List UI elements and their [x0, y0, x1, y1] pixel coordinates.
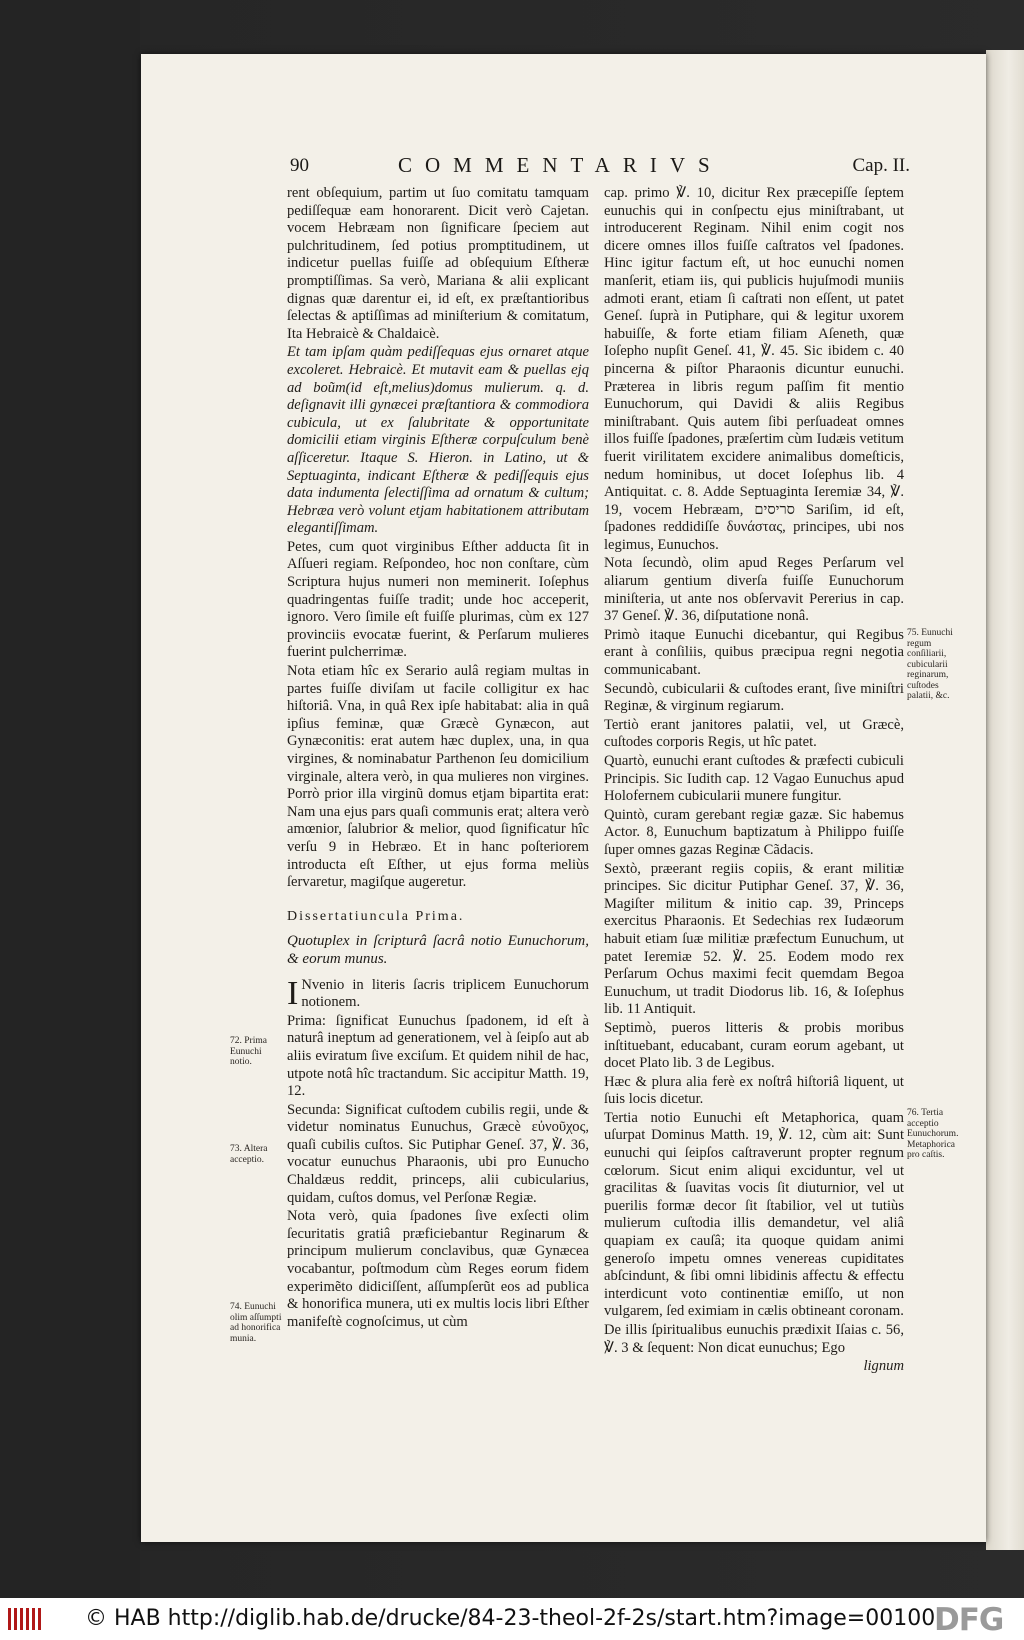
- dissertation-title: Dissertatiuncula Prima.: [287, 908, 465, 924]
- margin-note: 75. Eunuchi regum conſiliarii, cubicularii reginarum, cuſtodes palatii, &c.: [907, 628, 953, 701]
- margin-note: 76. Tertia acceptio Eunuchorum. Metaphorica pro caſtis.: [907, 1108, 959, 1160]
- right-column: [604, 185, 904, 1377]
- dissertation-subtitle: Quotuplex in ſcripturâ ſacrâ notio Eunuchorum, & eorum munus.: [287, 933, 589, 967]
- chapter-label: Cap. II.: [852, 155, 910, 176]
- paragraph: Septimò, pueros litteris & probis moribus inſtituebant, educabant, curam eorum agebant, ut docet Plato lib. 3 de Legibus.: [604, 1019, 904, 1072]
- next-page-edge: [986, 50, 1024, 1550]
- paragraph: Secundò, cubicularii & cuſtodes erant, ſive miniſtri Reginæ, & virginum regiarum.: [604, 680, 904, 715]
- paragraph: Nota verò, quia ſpadones ſive exſecti olim ſecuritatis gratiâ præficiebantur Reginarum & principum mulierum conclavibus, quæ Gynæcea vocabantur, poſtmodum cùm Reges eorum fidem experimẽto didiciſſent, aſſumpſerũt eos ad publica & honorifica munera, uti ex multis locis libri Eſther manifeſtè cognoſcimus, ut cùm: [287, 1208, 589, 1330]
- paragraph: Et tam ipſam quàm pediſſequas ejus ornaret atque excoleret. Hebraicè. Et mutavit eam & puellas ejq ad boũm(id eſt,melius)domus mulierum. q. d. deſignavit illi gynæcei præſtantiora & commodiora cubicula, ut ex ſalubritate & opportunitate domicilii etiam virginis Eſtheræ corpuſculum benè aſſiceretur. Itaque S. Hieron. in Latino, ut & Septuaginta, indicant Eſtheræ & pediſſequis ejus data indumenta ſelectiſſima ad ornatum & cultum; Hebræa verò volunt etjam habitationem attributam elegantiſſimam.: [287, 344, 589, 537]
- margin-note: 74. Eunuchi olim aſſumpti ad honorifica munia.: [230, 1302, 282, 1344]
- page-header: [290, 153, 910, 181]
- margin-note: 72. Prima Eunuchi notio.: [230, 1036, 267, 1067]
- paragraph: cap. primo ℣. 10, dicitur Rex præcepiſſe ſeptem eunuchis qui in conſpectu ejus miniſtrabant, ut introducerent Reginam. Nihil enim cogit nos dicere omnes illos fuiſſe caſtratos vel ſpadones. Hinc igitur factum eſt, ut hoc eunuchi nomen manſerit, etiam iis, qui publicis hujuſmodi muniis admoti erant, etiam ſi caſtrati non eſſent, ut patet Geneſ. ſuprà in Putiphare, qui & legitur uxorem habuiſſe, & forte etiam filiam Aſeneth, quæ Ioſepho nupſit Geneſ. 41, ℣. 45. Sic ibidem c. 40 pincerna & piſtor Pharaonis dicuntur eunuchi. Præterea in libris regum paſſim fit mentio Eunuchorum, qui Davidi & aliis Regibus miniſtrabant. Quis autem ſibi perſuadeat omnes illos fuiſſe ſpadones, præſertim cùm Iudæis vetitum fuerit virilitatem excidere animalibus domeſticis, nedum hominibus, ut docet Ioſephus lib. 4 Antiquitat. c. 8. Adde Septuaginta Ieremiæ 34, ℣. 19, vocem Hebræam, סריסים Sariſim, id eſt, ſpadones reddidiſſe δυνάστας, principes, ubi nos legimus, Eunuchos.: [604, 185, 904, 553]
- paragraph: Prima: ſignificat Eunuchus ſpadonem, id eſt à naturâ ineptum ad generationem, vel à ſeipſo aut ab aliis eviratum ſive exciſum. Et quidem nihil de hac, utpote notâ hîc tractandum. Sic accipitur Matth. 19, 12.: [287, 1012, 589, 1100]
- drop-cap: I: [287, 974, 299, 1012]
- catchword: lignum: [863, 1358, 904, 1375]
- paragraph: Hæc & plura alia ferè ex noſtrâ hiſtoriâ liquent, ut ſuis locis dicetur.: [604, 1073, 904, 1108]
- hab-logo-icon: [6, 1605, 46, 1633]
- paragraph: Quartò, eunuchi erant cuſtodes & præfecti cubiculi Principis. Sic Iudith cap. 12 Vagao Eunuchus apud Holofernem cubicularii munere fungitur.: [604, 753, 904, 805]
- left-column: [287, 185, 589, 1332]
- margin-note: 73. Altera acceptio.: [230, 1144, 268, 1165]
- page-number: 90: [290, 155, 309, 176]
- paragraph: Quintò, curam gerebant regiæ gazæ. Sic habemus Actor. 8, Eunuchum baptizatum à Philippo fuiſſe ſuper omnes gazas Reginæ Cãdacis.: [604, 806, 904, 858]
- running-title: COMMENTARIVS: [398, 153, 723, 177]
- dfg-logo: DFG: [934, 1602, 1004, 1638]
- paragraph: Petes, cum quot virginibus Eſther adducta ſit in Aſſueri regiam. Reſpondeo, hoc non conſtare, cùm Scriptura hujus numeri non meminerit. Ioſephus quadringentas fuiſſe tradit; unde hoc acceperit, ignoro. Vero ſimile eſt fuiſſe plurimas, cùm ex 127 provinciis evocatæ fuerint, & Perſarum mulieres fuerint pulcherrimæ.: [287, 538, 589, 661]
- copyright-url[interactable]: © HAB http://diglib.hab.de/drucke/84-23-theol-2f-2s/start.htm?image=00100: [85, 1606, 936, 1631]
- paragraph-text: Nvenio in literis ſacris triplicem Eunuchorum notionem.: [301, 976, 589, 1011]
- paragraph: De illis ſpiritualibus eunuchis prædixit Iſaias c. 56, ℣. 3 & ſequent: Non dicat eunuchus; Ego: [604, 1322, 904, 1356]
- paragraph: Primò itaque Eunuchi dicebantur, qui Regibus erant à conſiliis, quibus præcipua regni negotia communicabant.: [604, 626, 904, 679]
- paragraph: Nota etiam hîc ex Serario aulâ regiam multas in partes fuiſſe diviſam ut facile colligitur ex hac hiſtoriâ. Vna, in quâ Rex ipſe habitabat: alia in quâ ipſius feminæ, quæ Græcè Gynæcon, aut Gynæconitis: erat autem hæc duplex, una, in qua virgines, & nominabatur Parthenon ſeu domicilium virginale, altera verò, in qua mulieres non virgines. Porrò prior illa virginũ domus etjam bipartita erat: Nam una ejus pars quaſi communis erat; altera verò amœnior, ſalubrior & melior, quod ſignificatur hîc verſu 9 in Hebræo. Et in hanc poſteriorem introducta eſt Eſther, ut ejus forma meliùs ſervaretur, magiſque augeretur.: [287, 663, 589, 891]
- left-dark-edge: [0, 0, 140, 1598]
- paragraph: rent obſequium, partim ut ſuo comitatu tamquam pediſſequæ eam honorarent. Dicit verò Cajetan. vocem Hebræam non ſignificare ſpeciem aut pulchritudinem, ſed potius promptitudinem, ut indicetur puellas fuiſſe ad obſequium Eſtheræ promptiſſimas. Sa verò, Mariana & alii explicant dignas quæ darentur ei, id eſt, ex præſtantioribus ſelectas & aptiſſimas ad miniſterium & comitatum, Ita Hebraicè & Chaldaicè.: [287, 185, 589, 342]
- paragraph: [287, 974, 589, 1012]
- paragraph: Sextò, præerant regiis copiis, & erant militiæ principes. Sic dicitur Putiphar Geneſ. 37, ℣. 36, Magiſter militum & initio cap. 39, Princeps exercitus Pharaonis. Et Sedechias rex Iudæorum habuit etiam ſuæ militiæ præfectum Eunuchum, ut patet Ieremiæ 52. ℣. 25. Eodem modo rex Perſarum Ochus maximi fecit quemdam Begoa Eunuchum, ut tradit Diodorus lib. 16, & Ioſephus lib. 11 Antiquit.: [604, 860, 904, 1018]
- paragraph: Nota ſecundò, olim apud Reges Perſarum vel aliarum gentium diverſa fuiſſe Eunuchorum miniſteria, ut ante nos obſervavit Pererius in cap. 37 Geneſ. ℣. 36, diſputatione nonâ.: [604, 555, 904, 625]
- paragraph: Secunda: Significat cuſtodem cubilis regii, unde & videtur nominatus Eunuchus, Græcè εὐνοῦχος, quaſi cubilis cuſtos. Sic Putiphar Geneſ. 37, ℣. 36, vocatur eunuchus Pharaonis, ubi pro Eunucho Chaldæus reddit, princeps, alii cubicularius, quidam, cuſtos domus, vel Perſonæ Regiæ.: [287, 1101, 589, 1206]
- paragraph: Tertia notio Eunuchi eſt Metaphorica, quam uſurpat Dominus Matth. 19, ℣. 12, cùm ait: Sunt eunuchi qui ſeipſos caſtraverunt propter regnum cœlorum. Sicut enim aliqui exciduntur, vel ut gracilitas & ſuavitas vocis ſit diuturnior, vel ut puerilis formæ decor ſit ſtabilior, vel ut tutiùs mulierum cuſtodia illis demandetur, vel aliâ quapiam ex cauſâ; ita quoque quidam animi generoſo impetu omnes venereas cupiditates abſcindunt, & ſibi omni libidinis affectu & effectu interdicunt voto continentiæ emiſſo, ut non vulgarem, ſed eximiam in cælis obtineant coronam.: [604, 1109, 904, 1320]
- paragraph: Tertiò erant janitores palatii, vel, ut Græcè, cuſtodes corporis Regis, ut hîc patet.: [604, 716, 904, 751]
